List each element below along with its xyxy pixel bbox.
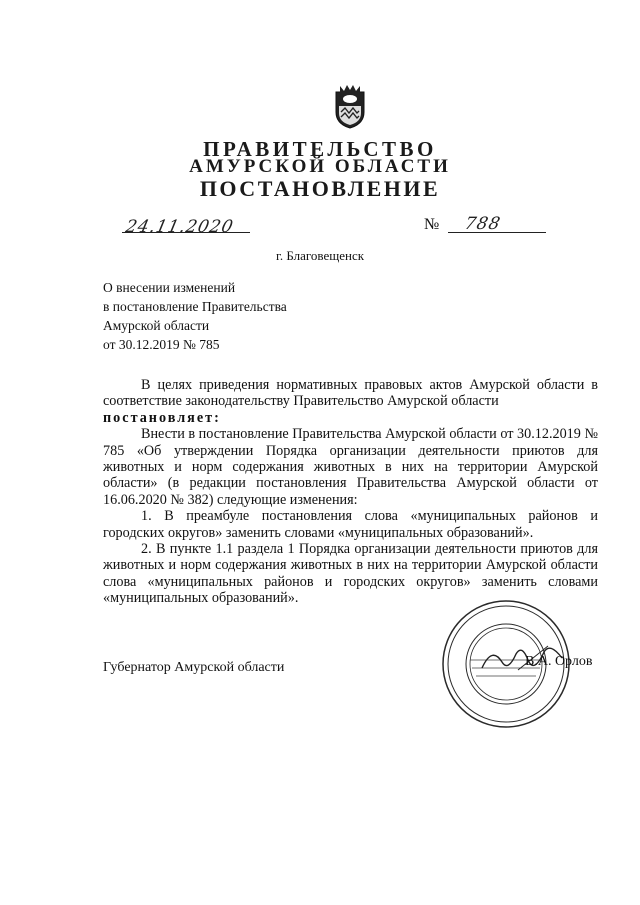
signatory-position: Губернатор Амурской области [103, 660, 285, 675]
decrees-word: постановляет: [103, 409, 221, 426]
number-underline [448, 232, 546, 233]
subject-line: Амурской области [103, 318, 210, 333]
subject-line: О внесении изменений [103, 280, 236, 295]
handwritten-number: 788 [462, 214, 503, 234]
item-1-paragraph: 1. В преамбуле постановления слова «муниципальных районов и городских округов» заменить словами «муниципальных образований». [103, 508, 598, 541]
date-underline [122, 232, 250, 233]
intro-paragraph: Внести в постановление Правительства Амурской области от 30.12.2019 № 785 «Об утверждении Порядка организации деятельности приютов для животных и норм содержания животных в них на территории Амурской области» (в редакции постановления Правительства Амурской области от 16.06.2020 № 382) следующие изменения: [103, 426, 598, 508]
subject-line: от 30.12.2019 № 785 [103, 337, 220, 352]
preamble-paragraph: В целях приведения нормативных правовых актов Амурской области в соответствие законодательству Правительство Амурской области [103, 377, 598, 410]
signatory-name: В.А. Орлов [525, 654, 593, 669]
region-title: АМУРСКОЙ ОБЛАСТИ [189, 156, 451, 177]
government-title: ПРАВИТЕЛЬСТВО [203, 137, 437, 161]
city-name: г. Благовещенск [275, 248, 365, 263]
number-label: № [424, 216, 440, 233]
subject-block [103, 278, 287, 354]
document-body [103, 377, 598, 607]
handwritten-date: 24.11.2020 [123, 217, 236, 237]
item-2-paragraph: 2. В пункте 1.1 раздела 1 Порядка организации деятельности приютов для животных и норм содержания животных в них на территории Амурской области слова «муниципальных районов и городских округов» заменить словами «муниципальных образований». [103, 541, 598, 607]
amur-region-emblem-icon [330, 82, 370, 130]
subject-line: в постановление Правительства [103, 299, 287, 314]
document-type-title: ПОСТАНОВЛЕНИЕ [199, 176, 441, 201]
